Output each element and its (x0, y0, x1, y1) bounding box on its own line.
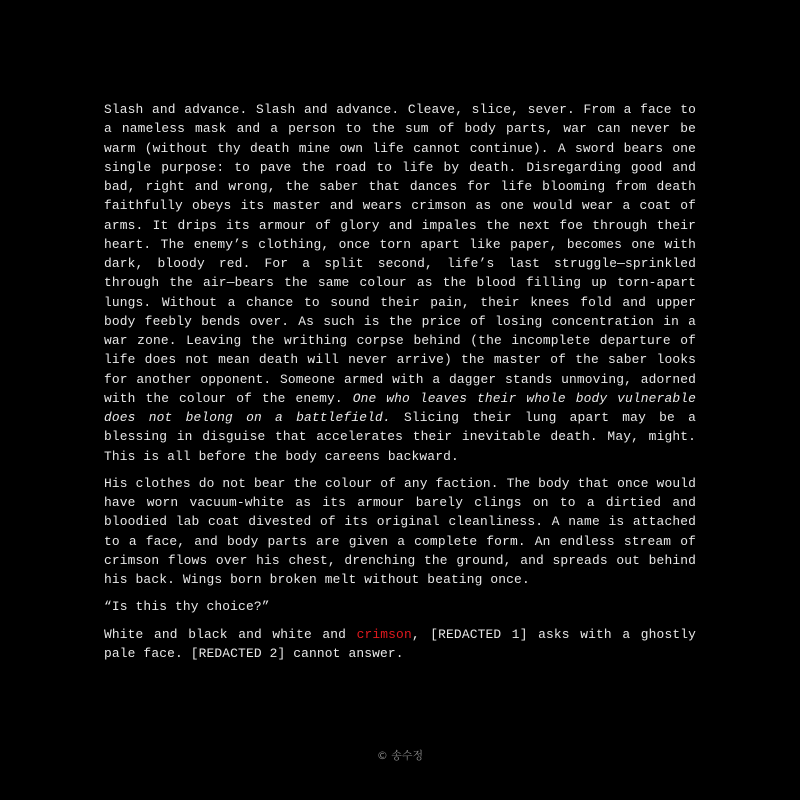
paragraph-1-text: Slash and advance. Slash and advance. Cleave, slice, sever. From a face to a nameless mask and a person to the sum of body parts, war can never be warm (without thy death mine own life cannot continue). A sword bears one single purpose: to pave the road to life by death. Disregarding good and bad, right and wrong, the saber that dances for life blooming from death faithfully obeys its master and wears crimson as one would wear a coat of arms. It drips its armour of glory and impales the next foe through their heart. The enemy’s clothing, once torn apart like paper, becomes one with dark, bloody red. For a split second, life’s last struggle—sprinkled through the air—bears the same colour as the blood filling up torn-apart lungs. Without a chance to sound their pain, their knees fold and upper body feebly bends over. As such is the price of losing concentration in a war zone. Leaving the writhing corpse behind (the incomplete departure of life does not mean death will never arrive) the master of the saber looks for another opponent. Someone armed with a dagger stands unmoving, adorned with the colour of the enemy. (104, 102, 696, 406)
paragraph-1-italic-text: One who leaves their whole body vulnerable does not belong on a battlefield. (104, 390, 696, 425)
paragraph-4 (104, 625, 696, 664)
paragraph-2: His clothes do not bear the colour of any faction. The body that once would have worn vacuum-white as its armour barely clings on to a dirtied and bloodied lab coat divested of its original cleanliness. A name is attached to a face, and body parts are given a complete form. An endless stream of crimson flows over his chest, drenching the ground, and spreads out behind his back. Wings born broken melt without beating once. (104, 475, 696, 587)
story-text (104, 100, 696, 671)
paragraph-1-text-end: Slicing their lung apart may be a blessing in disguise that accelerates their inevitable death. May, might. This is all before the body careens backward. (104, 410, 696, 464)
paragraph-4-text: White and black and white and (104, 626, 357, 642)
copyright-credit: © 송수정 (376, 749, 424, 762)
crimson-highlight: crimson (356, 626, 412, 642)
paragraph-3-dialogue: “Is this thy choice?” (104, 599, 270, 615)
paragraph-1 (104, 100, 696, 466)
paragraph-4-text-end: , [REDACTED 1] asks with a ghostly pale face. [REDACTED 2] cannot answer. (104, 626, 696, 661)
